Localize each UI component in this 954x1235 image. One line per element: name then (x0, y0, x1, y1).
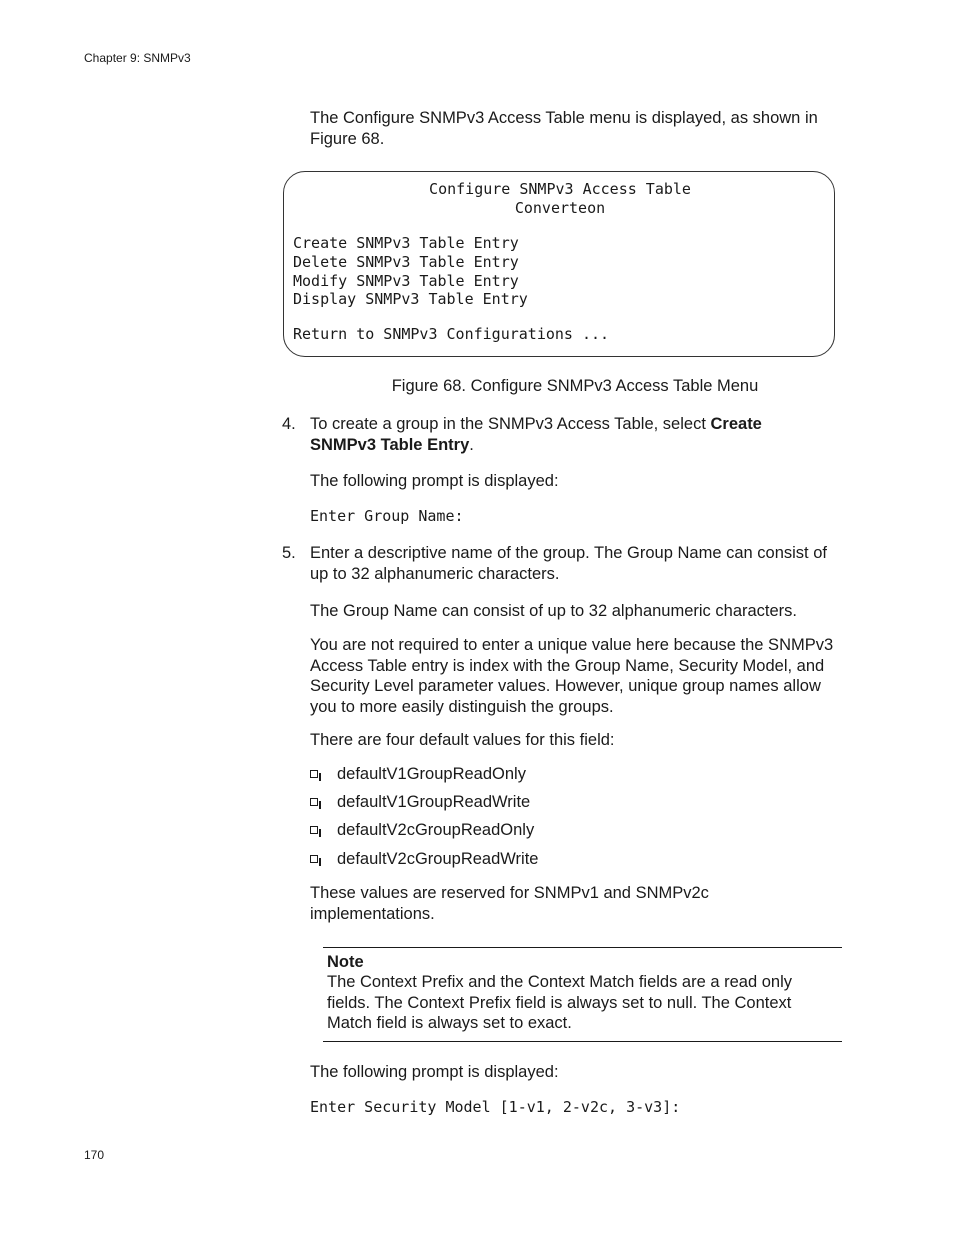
intro-paragraph: The Configure SNMPv3 Access Table menu is displayed, as shown in Figure 68. (310, 109, 818, 148)
step-4-prompt: Enter Group Name: (310, 507, 464, 525)
step-4-text (310, 414, 810, 455)
note-bottom-rule (323, 1041, 842, 1042)
step-4-text-before: To create a group in the SNMPv3 Access Table, select (310, 415, 711, 433)
default-value-item: defaultV1GroupReadOnly (337, 765, 526, 783)
menu-title: Configure SNMPv3 Access Table (429, 180, 691, 198)
step-4-text-after: . (469, 435, 474, 454)
default-value-item: defaultV2cGroupReadOnly (337, 821, 535, 839)
step-5-text: Enter a descriptive name of the group. The Group Name can consist of up to 32 alphanumeric characters. (310, 544, 827, 583)
menu-item-delete: Delete SNMPv3 Table Entry (293, 253, 519, 271)
page-number: 170 (84, 1148, 105, 1162)
figure-caption: Figure 68. Configure SNMPv3 Access Table Menu (391, 377, 759, 395)
chapter-header: Chapter 9: SNMPv3 (84, 51, 191, 65)
note-text: The Context Prefix and the Context Match fields are a read only fields. The Context Prefix field is always set to null. The Context Match field is always set to exact. (327, 973, 792, 1032)
menu-screen-box (283, 171, 835, 357)
default-value-item: defaultV1GroupReadWrite (337, 793, 531, 811)
menu-item-modify: Modify SNMPv3 Table Entry (293, 272, 519, 290)
menu-item-create: Create SNMPv3 Table Entry (293, 234, 519, 252)
menu-item-return: Return to SNMPv3 Configurations ... (293, 325, 610, 343)
bullet-icon (310, 826, 318, 834)
note-top-rule (323, 947, 842, 948)
step-5-para-4: These values are reserved for SNMPv1 and SNMPv2c implementations. (310, 884, 709, 923)
step-4-bold: Create SNMPv3 Table Entry (310, 415, 762, 454)
note-title: Note (327, 953, 364, 971)
final-prompt-intro: The following prompt is displayed: (310, 1063, 559, 1081)
step-4-prompt-intro: The following prompt is displayed: (310, 472, 559, 490)
bullet-icon (310, 855, 318, 863)
final-prompt: Enter Security Model [1-v1, 2-v2c, 3-v3]: (310, 1098, 681, 1116)
step-5-para-2: You are not required to enter a unique value here because the SNMPv3 Access Table entry is index with the Group Name, Security Model, and Security Level parameter values. However, unique group names allow you to more easily distinguish the groups. (310, 636, 834, 716)
menu-item-display: Display SNMPv3 Table Entry (293, 290, 528, 308)
bullet-icon (310, 798, 318, 806)
step-5-para-1: The Group Name can consist of up to 32 alphanumeric characters. (310, 602, 797, 620)
step-4-number: 4. (282, 415, 296, 433)
menu-subtitle: Converteon (514, 199, 606, 217)
step-5-number: 5. (282, 544, 296, 562)
bullet-icon (310, 770, 318, 778)
step-5-para-3: There are four default values for this field: (310, 731, 615, 749)
default-value-item: defaultV2cGroupReadWrite (337, 850, 539, 868)
